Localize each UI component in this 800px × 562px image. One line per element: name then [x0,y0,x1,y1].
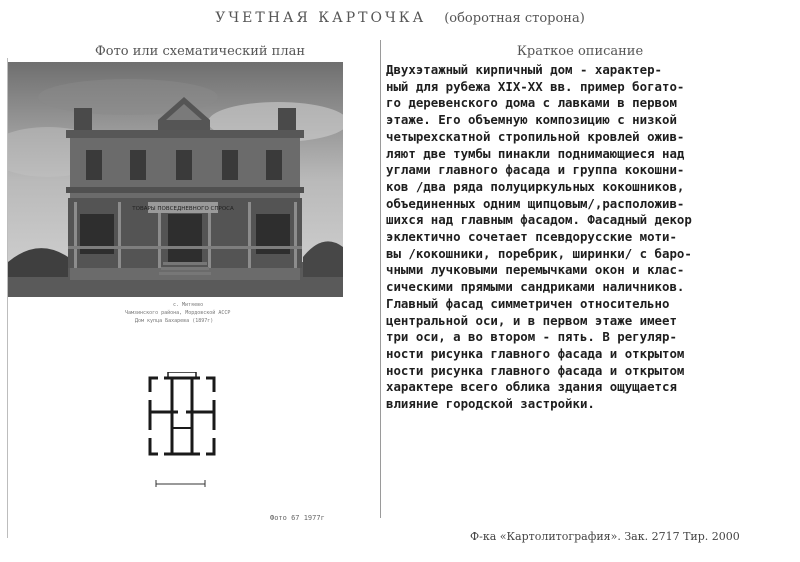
description-line: объединенных одним щипцовым/,расположив- [386,195,685,211]
typed-description [386,62,794,413]
caption-line-village: с. Митяево [173,302,204,308]
description-line: углами главного фасада и группа кокошни- [386,162,685,178]
description-line: характере всего облика здания ощущается [386,379,677,395]
description-line: чными лучковыми перемычками окон и клас- [386,262,685,278]
description-line: сическими прямыми сандриками наличников. [386,279,685,295]
printer-imprint: Ф-ка «Картолитография». Зак. 2717 Тир. 2000 [470,530,740,543]
floor-plan-drawing [148,372,216,456]
description-line: ков /два ряда полуциркульных кокошников, [386,178,685,194]
photo-date-stamp: Фото 67 1977г [270,514,325,522]
caption-line-building: Дом купца Бахарева (1897г) [135,318,214,324]
caption-line-district: Чамзинского района, Мордовской АССР [125,310,231,316]
description-line: три оси, а во втором - пять. В регуляр- [386,329,677,345]
description-line: шихся над главным фасадом. Фасадный декор [386,212,692,228]
description-line: го деревенского дома с лавками в первом [386,95,677,111]
description-section-heading: Краткое описание [516,44,644,59]
column-divider [380,40,381,518]
shop-sign-text: ТОВАРЫ ПОВСЕДНЕВНОГО СПРОСА [132,206,234,212]
description-line: ный для рубежа XIX-XX вв. пример богато- [386,78,685,94]
card-title [0,10,800,26]
description-line: Главный фасад симметричен относительно [386,295,670,311]
description-line: центральной оси, и в первом этаже имеет [386,312,677,328]
description-line: четырехскатной стропильной кровлей ожив- [386,128,685,144]
description-line: этаже. Его объемную композицию с низкой [386,112,677,128]
description-line: Двухэтажный кирпичный дом - характер- [386,62,663,77]
description-line: ности рисунка главного фасада и открытом [386,362,685,378]
photo-section-heading: Фото или схематический план [94,44,305,59]
description-line: эклектично сочетает псевдорусские моти- [386,229,677,245]
description-line: влияние городской застройки. [386,396,595,412]
plan-scale-bar [155,476,215,488]
description-line: вы /кокошники, поребрик, ширинки/ с баро- [386,245,692,261]
card-title-subtitle: (оборотная сторона) [444,11,585,26]
description-line: ности рисунка главного фасада и открытом [386,345,685,361]
card-title-main: УЧЕТНАЯ КАРТОЧКА [215,10,427,26]
description-line: ляют две тумбы пинакли поднимающиеся над [386,145,685,161]
building-photo [8,62,343,297]
photo-caption [125,301,275,325]
